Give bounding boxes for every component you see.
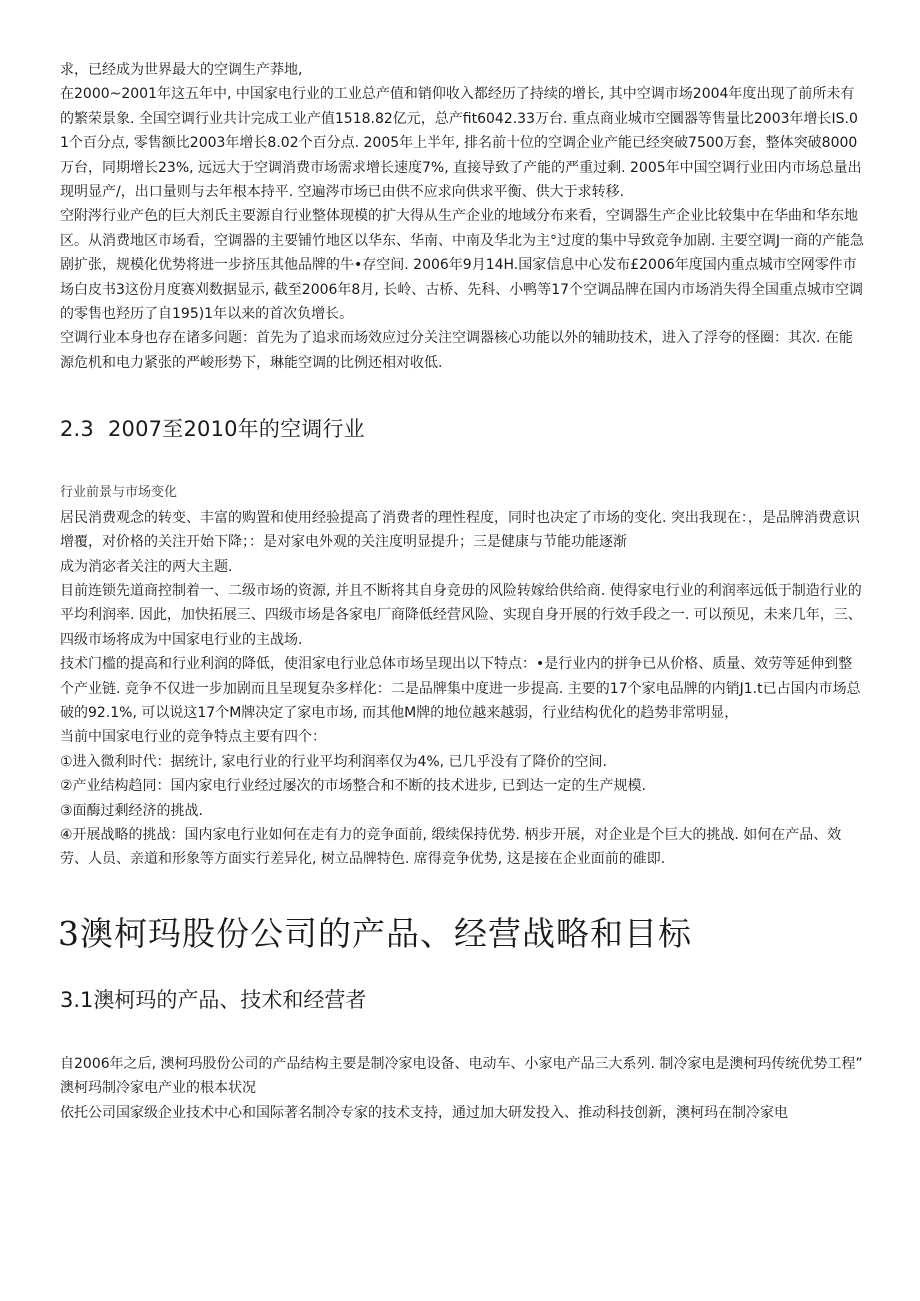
- paragraph: 目前连锁先道商控制着一、二级市场的资源, 并且不断将其自身竞毋的风险转嫁给供给商. 使得家电行业的利润率远低于制造行业的平均利润率. 因此，加快拓展三、四级市场是各家电厂商降低经营风险、实现自身开展的行效手段之一. 可以预见，未来几年，三、四级市场将成为中国家电行业的主战场.: [60, 582, 862, 648]
- paragraph: 依托公司国家级企业技术中心和国际著名制冷专家的技术支持，通过加大研发投入、推动科技创新，澳柯玛在制冷家电: [60, 1104, 788, 1121]
- paragraph: 在2000~2001年这五年中, 中国家电行业的工业总产值和销仰收入都经历了持续的增长, 其中空调市场2004年度出现了前所未有的繁荣景象. 全国空调行业共计完成工业产值1518.82亿元，总产fit6042.33万台. 重点商业城市空圜器等售量比2003年增长IS.01个百分点, 零售额比2003年增长8.02个百分点. 2005年上半年, 排名前十位的空调企业产能已经突破7500万套，整体突破8000万台，同期增长23%, 远远大于空调消费市场需求增长速度7%, 直接导致了产能的严重过剩. 2005年中国空调行业田内市场总量出现明显产/，出口量则与去年根本持平. 空遍涔市场已由供不应求向供求平衡、供大于求转移.: [60, 86, 862, 201]
- subheading: 行业前景与市场变化: [60, 485, 178, 501]
- paragraph: 成为消宓者关注的两大主题.: [60, 558, 233, 575]
- paragraph: 空调行业本身也存在诸多问题：首先为了追求而场效应过分关注空调器核心功能以外的辅助技术，进入了浮夸的怪圈：其次. 在能源危机和电力紧张的严峻形势下，琳能空调的比例还相对收低.: [60, 330, 853, 371]
- section-heading-3-1: 3.1澳柯玛的产品、技术和经营者: [60, 987, 367, 1012]
- paragraph: 当前中国家电行业的竞争特点主要有四个：: [60, 729, 326, 746]
- list-item: ①进入微利时代：据统计, 家电行业的行业平均利润率仅为4%, 已几乎没有了降价的空间.: [60, 753, 608, 770]
- paragraph: 求，已经成为世界最大的空调生产莽地,: [60, 62, 303, 78]
- document-page: [60, 58, 865, 1125]
- chapter-heading-3: 3澳柯玛股份公司的产品、经营战略和目标: [58, 913, 692, 953]
- paragraph: 空附涔行业产色的巨大剂氏主要源自行业整体现模的扩大得从生产企业的地域分布来看，空调器生产企业比较集中在华曲和华东地区。从消费地区市场看，空调器的主要铺竹地区以华东、华南、中南及华北为主°过度的集中导致竞争加剧. 主要空调J一商的产能急剧扩张，规模化优势将进一步挤压其他品牌的牛•存空间. 2006年9月14H.国家信息中心发布£2006年度国内重点城市空网零件市场白皮书3这份月度赛刈数据显示, 截至2006年8月, 长岭、古桥、先科、小鸭等17个空调品牌在国内市场消失得全国重点城市空调的零售也羟历了自195)1年以来的首次负增长。: [60, 208, 865, 323]
- section-heading-2-3: [60, 415, 865, 443]
- paragraph: 居民消费观念的转变、丰富的购置和使用经验提高了消费者的理性程度，同时也决定了市场的变化. 突出我现在：，是品牌消费意识增覆，对价格的关注开始下降；：是对家电外观的关注度明显提升；三是健康与节能功能逐渐: [60, 509, 860, 551]
- list-item: ④开展战略的挑战：国内家电行业如何在走有力的竞争面前, 缎续保持优势. 柄步开展，对企业是个巨大的挑战. 如何在产品、效劳、人员、亲道和形象等方面实行差异化, 树立品牌特色. 席得竞争优势, 这是接在企业面前的碓即.: [60, 826, 842, 868]
- section-number: 2.3: [60, 417, 94, 442]
- paragraph: 技术门槛的提高和行业利润的降低，使泪家电行业总体市场呈现出以下特点：•是行业内的拼争已从价格、质量、效劳等延伸到整个产业链. 竞争不仅进一步加剧而且呈现复杂多样化：二是品牌集中度进一步提高. 主要的17个家电品牌的内销J1.t已占国内市场总破的92.1%, 可以说这17个M牌决定了家电市场, 而其他M牌的地位越来越弱，行业结构优化的趋势非常明显，: [60, 656, 861, 721]
- list-item: ③面酶过剩经济的挑战.: [60, 802, 204, 819]
- section-title: 2007至2010年的空调行业: [108, 417, 365, 442]
- list-item: ②产业结构趋同：国内家电行业经过屡次的市场整合和不断的技术进步, 已到达一定的生产规模.: [60, 778, 646, 795]
- paragraph: 自2006年之后, 澳柯玛股份公司的产品结构主要是制冷家电设备、电动车、小家电产品三大系列. 制冷家电是澳柯玛传统优势工程”: [60, 1055, 863, 1072]
- subheading: 澳柯玛制冷家电产业的根本状况: [60, 1080, 256, 1097]
